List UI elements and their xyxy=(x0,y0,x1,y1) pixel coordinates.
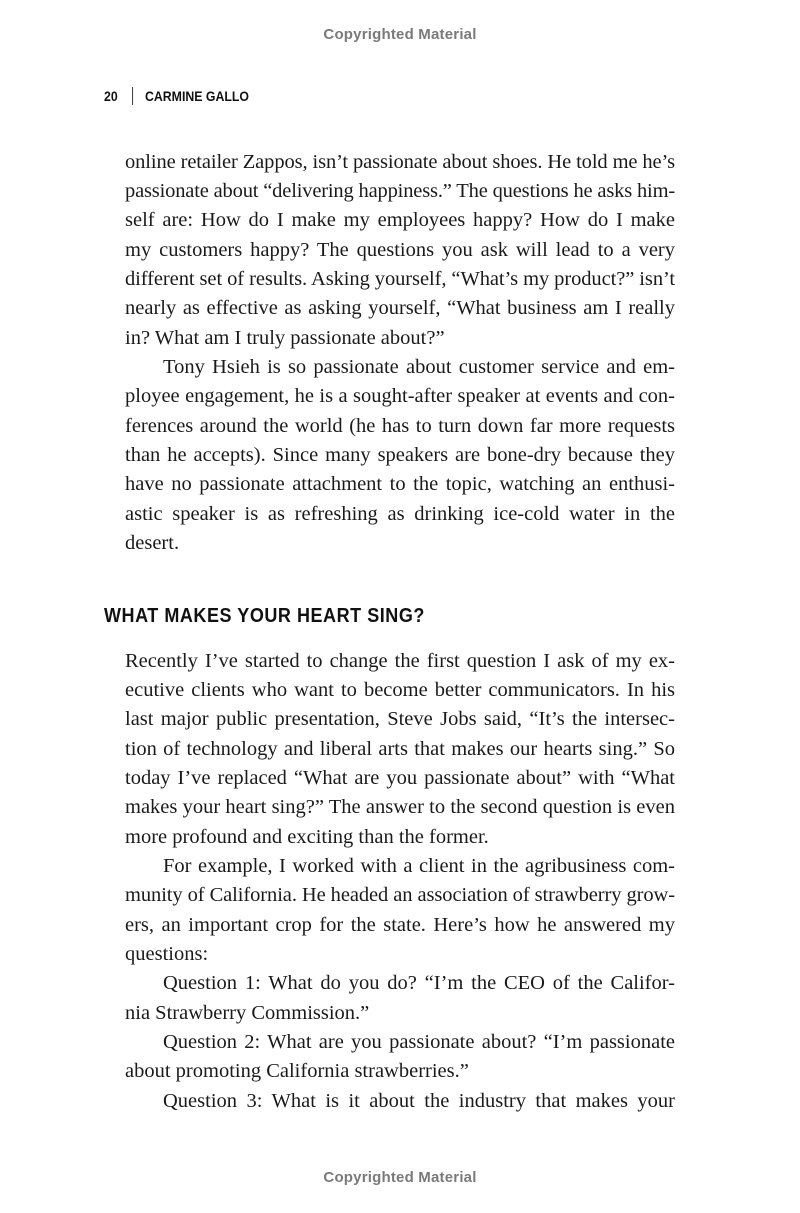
text-line: ecutive clients who want to become better communicators. In his xyxy=(125,679,675,701)
text-line: than he accepts). Since many speakers are bone-dry because they xyxy=(125,444,675,466)
section-heading: WHAT MAKES YOUR HEART SING? xyxy=(104,605,425,627)
text-line: Recently I’ve started to change the first question I ask of my ex- xyxy=(125,650,675,672)
text-line: passionate about “delivering happiness.” The questions he asks him- xyxy=(125,180,675,202)
text-line: self are: How do I make my employees happy? How do I make xyxy=(125,209,675,231)
text-line: last major public presentation, Steve Jobs said, “It’s the intersec- xyxy=(125,708,675,730)
header-divider xyxy=(132,87,133,105)
text-line: Tony Hsieh is so passionate about customer service and em- xyxy=(163,356,675,378)
text-line: today I’ve replaced “What are you passionate about” with “What xyxy=(125,767,675,789)
text-line: questions: xyxy=(125,943,209,965)
author-name: CARMINE GALLO xyxy=(144,88,250,104)
text-line: more profound and exciting than the former. xyxy=(125,826,489,848)
text-line: about promoting California strawberries.” xyxy=(125,1060,469,1082)
copyright-watermark-bottom: Copyrighted Material xyxy=(323,1169,477,1186)
text-line: Question 1: What do you do? “I’m the CEO of the Califor- xyxy=(163,972,675,994)
text-line: nia Strawberry Commission.” xyxy=(125,1002,370,1024)
text-line: For example, I worked with a client in the agribusiness com- xyxy=(163,855,675,877)
text-line: ployee engagement, he is a sought-after speaker at events and con- xyxy=(125,385,675,407)
text-line: in? What am I truly passionate about?” xyxy=(125,327,445,349)
page-number: 20 xyxy=(104,88,118,104)
text-line: ers, an important crop for the state. Here’s how he answered my xyxy=(125,914,675,936)
text-line: have no passionate attachment to the topic, watching an enthusi- xyxy=(125,473,675,495)
text-line: my customers happy? The questions you ask will lead to a very xyxy=(125,239,675,261)
text-line: munity of California. He headed an association of strawberry grow- xyxy=(125,884,675,906)
running-head xyxy=(104,86,249,106)
text-line: tion of technology and liberal arts that makes our hearts sing.” So xyxy=(125,738,675,760)
text-line: different set of results. Asking yourself, “What’s my product?” isn’t xyxy=(125,268,675,290)
copyright-watermark-top: Copyrighted Material xyxy=(323,26,477,43)
text-line: ferences around the world (he has to turn down far more requests xyxy=(125,415,675,437)
text-line: astic speaker is as refreshing as drinking ice-cold water in the xyxy=(125,503,675,525)
text-line: makes your heart sing?” The answer to the second question is even xyxy=(125,796,675,818)
text-line: online retailer Zappos, isn’t passionate about shoes. He told me he’s xyxy=(125,151,675,173)
text-line: desert. xyxy=(125,532,180,554)
text-line: nearly as effective as asking yourself, “What business am I really xyxy=(125,297,675,319)
text-line: Question 2: What are you passionate about? “I’m passionate xyxy=(163,1031,675,1053)
text-line: Question 3: What is it about the industry that makes your xyxy=(163,1090,675,1112)
